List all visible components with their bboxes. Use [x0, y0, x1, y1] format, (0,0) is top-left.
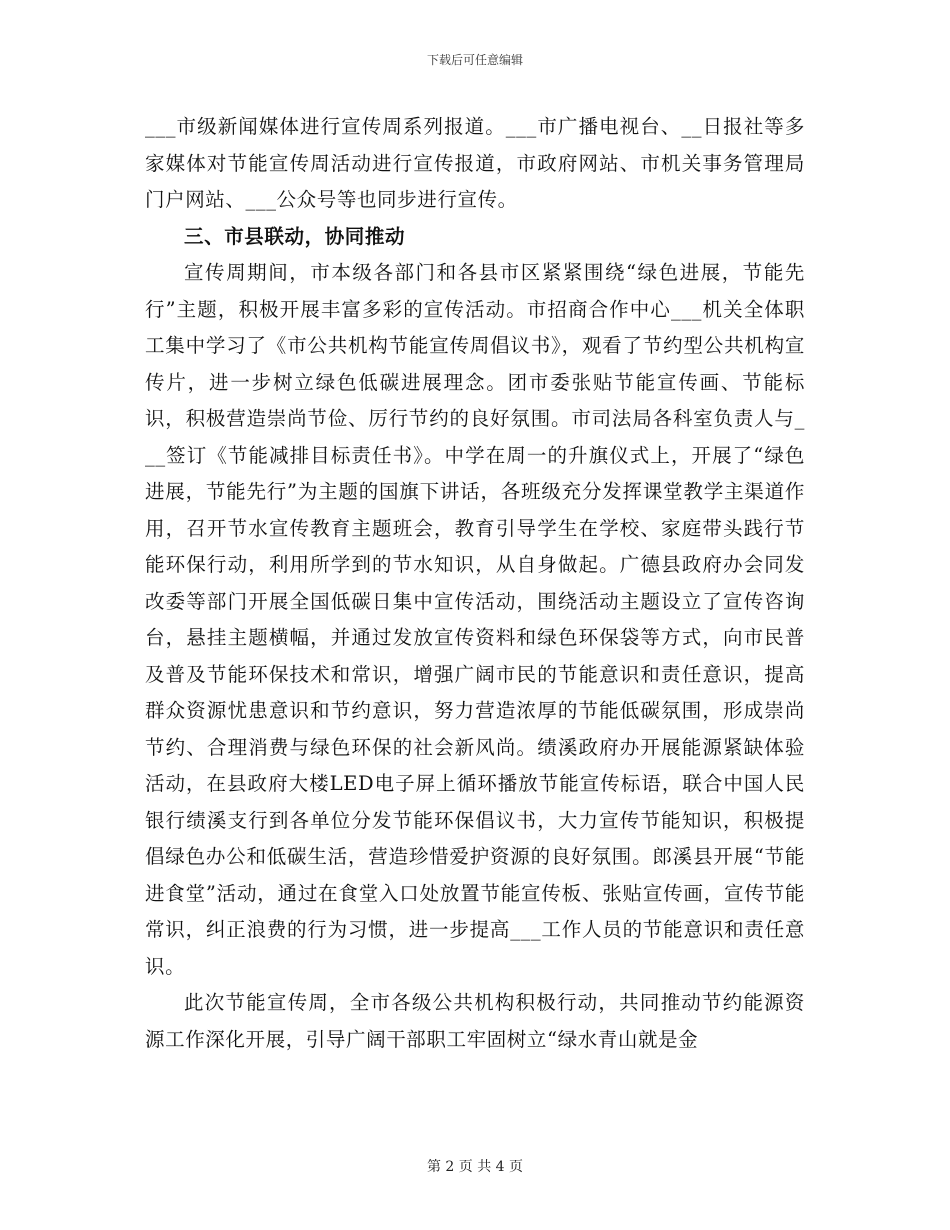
paragraph-activities: 宣传周期间，市本级各部门和各县市区紧紧围绕“绿色进展，节能先行”主题，积极开展丰富多彩的宣传活动。市招商合作中心___机关全体职工集中学习了《市公共机构节能宣传周倡议书》，观看了节约型公共机构宣传片，进一步树立绿色低碳进展理念。团市委张贴节能宣传画、节能标识，积极营造崇尚节俭、厉行节约的良好氛围。市司法局各科室负责人与___签订《节能减排目标责任书》。中学在周一的升旗仪式上，开展了“绿色进展，节能先行”为主题的国旗下讲话，各班级充分发挥课堂教学主渠道作用，召开节水宣传教育主题班会，教育引导学生在学校、家庭带头践行节能环保行动，利用所学到的节水知识，从自身做起。广德县政府办会同发改委等部门开展全国低碳日集中宣传活动，围绕活动主题设立了宣传咨询台，悬挂主题横幅，并通过发放宣传资料和绿色环保袋等方式，向市民普及普及节能环保技术和常识，增强广阔市民的节能意识和责任意识，提高群众资源忧患意识和节约意识，努力营造浓厚的节能低碳氛围，形成崇尚节约、合理消费与绿色环保的社会新风尚。绩溪政府办开展能源紧缺体验活动，在县政府大楼LED电子屏上循环播放节能宣传标语，联合中国人民银行绩溪支行到各单位分发节能环保倡议书，大力宣传节能知识，积极提倡绿色办公和低碳生活，营造珍惜爱护资源的良好氛围。郎溪县开展“节能进食堂”活动，通过在食堂入口处放置节能宣传板、张贴宣传画，宣传节能常识，纠正浪费的行为习惯，进一步提高___工作人员的节能意识和责任意识。 — [145, 261, 805, 978]
section-heading: 三、市县联动，协同推动 — [184, 224, 406, 248]
paragraph-media-coverage: ___市级新闻媒体进行宣传周系列报道。___市广播电视台、__日报社等多家媒体对节能宣传周活动进行宣传报道，市政府网站、市机关事务管理局门户网站、___公众号等也同步进行宣传。 — [145, 115, 805, 211]
page-header: 下载后可任意编辑 — [426, 53, 523, 67]
paragraph-summary: 此次节能宣传周，全市各级公共机构积极行动，共同推动节约能源资源工作深化开展，引导广阔干部职工牢固树立“绿水青山就是金 — [145, 991, 805, 1051]
page-number: 第 2 页 共 4 页 — [426, 1159, 524, 1175]
document-body — [145, 109, 805, 1058]
